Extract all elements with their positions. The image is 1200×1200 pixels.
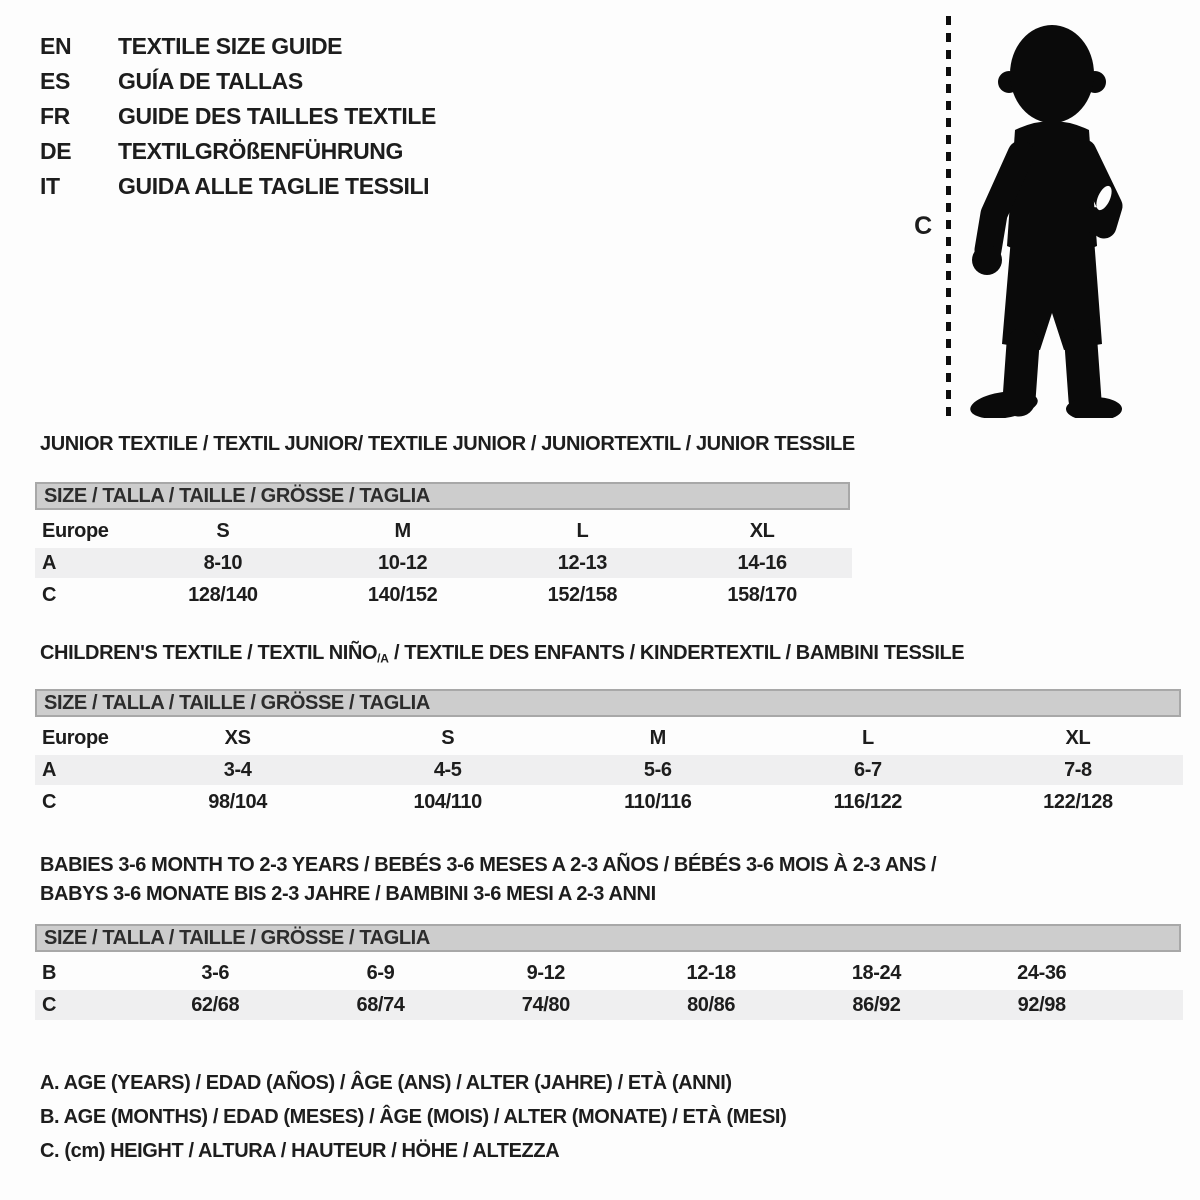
language-title: TEXTILE SIZE GUIDE [118,33,343,59]
children-header-row [35,723,1183,753]
language-row-it [40,169,436,204]
table-cell: 6-7 [853,758,882,781]
language-title: GUIDA ALLE TAGLIE TESSILI [118,173,430,199]
table-cell: 24-36 [1017,961,1067,984]
size-header: XS [224,726,251,749]
children-title-rest: / TEXTILE DES ENFANTS / KINDERTEXTIL / BAMBINI TESSILE [388,642,965,664]
language-title: GUIDE DES TAILLES TEXTILE [118,103,436,129]
junior-row-height [35,580,852,610]
babies-size-band: SIZE / TALLA / TAILLE / GRÖSSE / TAGLIA [35,924,1181,952]
size-header: XL [1065,726,1091,749]
row-label: A [42,551,57,574]
table-cell: 116/122 [833,790,903,813]
language-row-fr [40,99,436,134]
children-title-subscript: /A [377,651,389,666]
table-cell: 4-5 [433,758,462,781]
region-label: Europe [42,519,109,542]
row-label: C [42,583,57,606]
height-measure-label: C [914,212,932,240]
babies-row-months [35,958,1183,988]
language-row-en [40,29,436,64]
table-cell: 80/86 [687,993,736,1016]
table-cell: 12-18 [686,961,736,984]
children-section-title [40,642,964,666]
legend [40,1066,786,1168]
row-label: C [42,993,57,1016]
table-cell: 8-10 [203,551,243,574]
language-title: TEXTILGRÖßENFÜHRUNG [118,138,403,164]
language-code: FR [40,103,70,129]
junior-header-row [35,516,852,546]
table-cell: 6-9 [366,961,395,984]
size-header: M [394,519,411,542]
baby-silhouette-icon [963,14,1141,418]
row-label: C [42,790,57,813]
table-cell: 12-13 [557,551,607,574]
height-measure-dashed-line [946,16,951,418]
babies-row-height [35,990,1183,1020]
babies-section-title [40,851,936,909]
size-header: L [861,726,874,749]
table-cell: 14-16 [737,551,787,574]
table-cell: 68/74 [356,993,405,1016]
table-cell: 122/128 [1043,790,1113,813]
table-cell: 110/116 [624,790,692,813]
babies-title-line2: BABYS 3-6 MONATE BIS 2-3 JAHRE / BAMBINI 3-6 MESI A 2-3 ANNI [40,883,656,905]
table-cell: 5-6 [643,758,672,781]
table-cell: 62/68 [191,993,240,1016]
children-title-main: CHILDREN'S TEXTILE / TEXTIL NIÑO [40,642,378,664]
table-cell: 98/104 [208,790,267,813]
legend-line-b: B. AGE (MONTHS) / EDAD (MESES) / ÂGE (MOIS) / ALTER (MONATE) / ETÀ (MESI) [40,1105,787,1128]
babies-title-line1: BABIES 3-6 MONTH TO 2-3 YEARS / BEBÉS 3-6 MESES A 2-3 AÑOS / BÉBÉS 3-6 MOIS À 2-3 ANS / [40,854,937,876]
region-label: Europe [42,726,109,749]
language-row-de [40,134,436,169]
size-header: S [441,726,455,749]
table-cell: 140/152 [367,583,438,606]
size-header: L [576,519,589,542]
language-code: ES [40,68,70,94]
table-cell: 3-4 [223,758,252,781]
table-cell: 10-12 [378,551,428,574]
table-cell: 7-8 [1064,758,1092,781]
table-cell: 3-6 [201,961,230,984]
language-header [40,29,436,204]
language-title: GUÍA DE TALLAS [118,68,303,94]
language-code: IT [40,173,60,199]
legend-line-a: A. AGE (YEARS) / EDAD (AÑOS) / ÂGE (ANS) / ALTER (JAHRE) / ETÀ (ANNI) [40,1071,732,1094]
size-header: S [216,519,230,542]
table-cell: 158/170 [727,583,797,606]
table-cell: 128/140 [188,583,258,606]
junior-row-age [35,548,852,578]
language-code: DE [40,138,72,164]
children-row-age [35,755,1183,785]
size-header: XL [749,519,775,542]
table-cell: 9-12 [526,961,566,984]
children-size-band: SIZE / TALLA / TAILLE / GRÖSSE / TAGLIA [35,689,1181,717]
table-cell: 104/110 [413,790,482,813]
table-cell: 74/80 [521,993,570,1016]
junior-section-title: JUNIOR TEXTILE / TEXTIL JUNIOR/ TEXTILE JUNIOR / JUNIORTEXTIL / JUNIOR TESSILE [40,433,855,455]
size-header: M [649,726,666,749]
table-cell: 92/98 [1017,993,1066,1016]
children-row-height [35,787,1183,817]
table-cell: 18-24 [851,961,901,984]
legend-line-c: C. (cm) HEIGHT / ALTURA / HAUTEUR / HÖHE / ALTEZZA [40,1139,560,1162]
language-code: EN [40,33,72,59]
language-row-es [40,64,436,99]
row-label: B [42,961,57,984]
row-label: A [42,758,57,781]
junior-size-band: SIZE / TALLA / TAILLE / GRÖSSE / TAGLIA [35,482,850,510]
table-cell: 86/92 [852,993,901,1016]
table-cell: 152/158 [547,583,618,606]
